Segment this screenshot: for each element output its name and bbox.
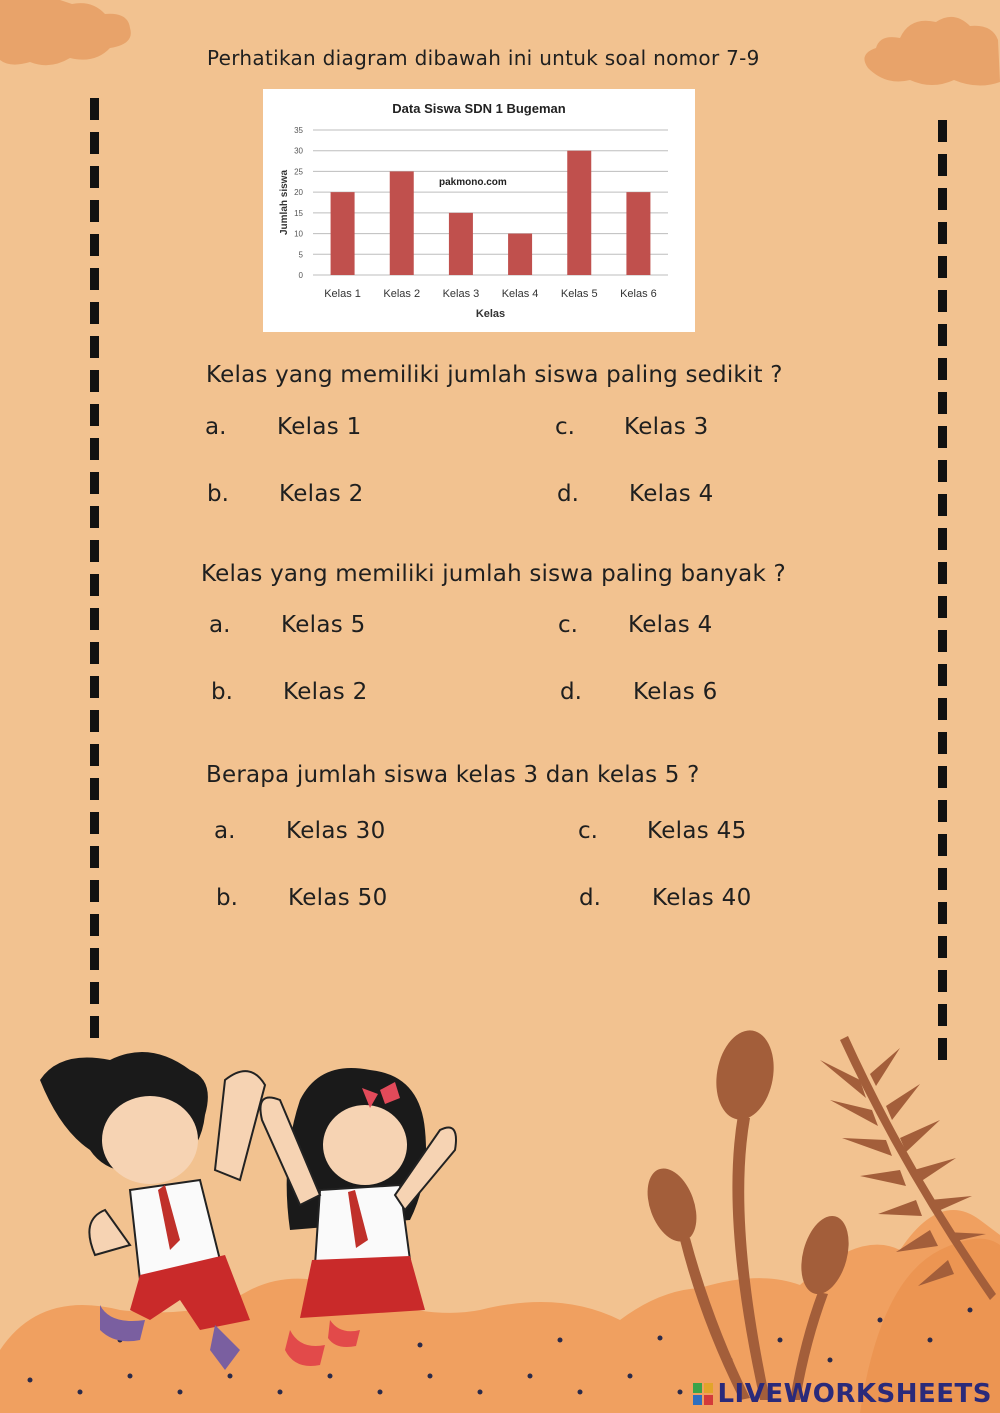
question-3: Berapa jumlah siswa kelas 3 dan kelas 5 ? (206, 762, 700, 788)
dash-segment (938, 494, 947, 516)
dash-segment (90, 302, 99, 324)
option-letter: d. (579, 885, 601, 911)
y-tick-label: 15 (294, 208, 303, 218)
dash-segment (938, 868, 947, 890)
dash-segment (90, 506, 99, 528)
option-text: Kelas 6 (633, 679, 718, 705)
live-logo-icon (693, 1383, 713, 1405)
dash-segment (938, 834, 947, 856)
option-letter: c. (555, 414, 575, 440)
y-tick-label: 0 (298, 271, 303, 280)
dash-segment (90, 166, 99, 188)
dash-segment (938, 222, 947, 244)
option-text: Kelas 45 (647, 818, 747, 844)
dash-segment (90, 370, 99, 392)
bar-kelas-1 (331, 192, 355, 275)
chart-annotation: pakmono.com (439, 177, 507, 188)
question-2: Kelas yang memiliki jumlah siswa paling banyak ? (201, 561, 786, 587)
question-1: Kelas yang memiliki jumlah siswa paling sedikit ? (206, 362, 783, 388)
dash-segment (938, 766, 947, 788)
option-letter: a. (209, 612, 231, 638)
dash-segment (90, 268, 99, 290)
dash-segment (90, 744, 99, 766)
dash-segment (938, 596, 947, 618)
y-tick-label: 35 (294, 126, 303, 135)
dash-segment (938, 732, 947, 754)
dash-segment (938, 256, 947, 278)
x-axis-label: Kelas (475, 308, 506, 320)
option-letter: c. (578, 818, 598, 844)
cloud-top-left (0, 0, 140, 70)
dash-segment (938, 392, 947, 414)
dash-segment (90, 914, 99, 936)
liveworksheets-logo (693, 1379, 992, 1409)
dash-segment (938, 188, 947, 210)
option-text: Kelas 2 (283, 679, 368, 705)
option-text: Kelas 40 (652, 885, 752, 911)
option-letter: b. (211, 679, 233, 705)
option-text: Kelas 4 (628, 612, 713, 638)
bar-kelas-4 (508, 234, 532, 275)
x-tick-label: Kelas 6 (620, 288, 657, 300)
dash-segment (90, 982, 99, 1004)
dash-segment (90, 98, 99, 120)
dash-segment (938, 120, 947, 142)
dash-segment (938, 460, 947, 482)
dash-segment (938, 290, 947, 312)
dash-segment (90, 812, 99, 834)
y-tick-label: 10 (294, 229, 303, 239)
y-axis-label: Jumlah siswa (279, 169, 290, 236)
option-text: Kelas 1 (277, 414, 362, 440)
option-text: Kelas 2 (279, 481, 364, 507)
chart-title: Data Siswa SDN 1 Bugeman (392, 101, 566, 116)
dash-segment (938, 528, 947, 550)
bar-chart (263, 89, 695, 332)
option-text: Kelas 50 (288, 885, 388, 911)
dash-segment (938, 562, 947, 584)
bar-chart-svg (263, 89, 695, 332)
dash-segment (938, 426, 947, 448)
dash-segment (90, 234, 99, 256)
brand-text: LIVEWORKSHEETS (717, 1379, 992, 1409)
bar-kelas-2 (390, 171, 414, 275)
x-tick-label: Kelas 5 (560, 288, 598, 300)
dash-segment (938, 902, 947, 924)
dash-segment (938, 154, 947, 176)
y-tick-label: 5 (298, 250, 303, 260)
dash-segment (90, 404, 99, 426)
dash-segment (938, 664, 947, 686)
dash-segment (90, 778, 99, 800)
dash-segment (90, 710, 99, 732)
dash-segment (90, 846, 99, 868)
option-text: Kelas 30 (286, 818, 386, 844)
dashed-border-right (938, 120, 947, 1060)
option-text: Kelas 3 (624, 414, 709, 440)
decorative-scene (0, 1020, 1000, 1413)
option-letter: d. (560, 679, 582, 705)
dash-segment (90, 608, 99, 630)
x-tick-label: Kelas 3 (442, 288, 480, 300)
dash-segment (90, 132, 99, 154)
dashed-border-left (90, 98, 99, 1038)
dash-segment (938, 698, 947, 720)
option-text: Kelas 4 (629, 481, 714, 507)
bar-kelas-3 (449, 213, 473, 275)
option-letter: d. (557, 481, 579, 507)
dash-segment (938, 358, 947, 380)
dash-segment (90, 472, 99, 494)
x-tick-label: Kelas 2 (383, 288, 421, 300)
option-letter: a. (214, 818, 236, 844)
cloud-top-right (858, 10, 1000, 90)
dash-segment (90, 540, 99, 562)
option-text: Kelas 5 (281, 612, 366, 638)
option-letter: a. (205, 414, 227, 440)
y-tick-label: 20 (294, 188, 303, 198)
option-letter: b. (216, 885, 238, 911)
dash-segment (938, 970, 947, 992)
dash-segment (90, 948, 99, 970)
dash-segment (90, 200, 99, 222)
bar-kelas-5 (567, 151, 591, 275)
x-tick-label: Kelas 1 (324, 288, 361, 300)
dash-segment (90, 676, 99, 698)
option-letter: b. (207, 481, 229, 507)
option-letter: c. (558, 612, 578, 638)
dash-segment (90, 438, 99, 460)
y-tick-label: 25 (294, 167, 303, 177)
dash-segment (938, 936, 947, 958)
dash-segment (90, 574, 99, 596)
dash-segment (90, 642, 99, 664)
x-tick-label: Kelas 4 (501, 288, 539, 300)
bar-kelas-6 (626, 192, 650, 275)
dash-segment (938, 800, 947, 822)
dash-segment (938, 324, 947, 346)
y-tick-label: 30 (294, 146, 303, 156)
dash-segment (90, 336, 99, 358)
dash-segment (938, 630, 947, 652)
dash-segment (90, 880, 99, 902)
intro-text: Perhatikan diagram dibawah ini untuk soal nomor 7-9 (207, 46, 760, 70)
